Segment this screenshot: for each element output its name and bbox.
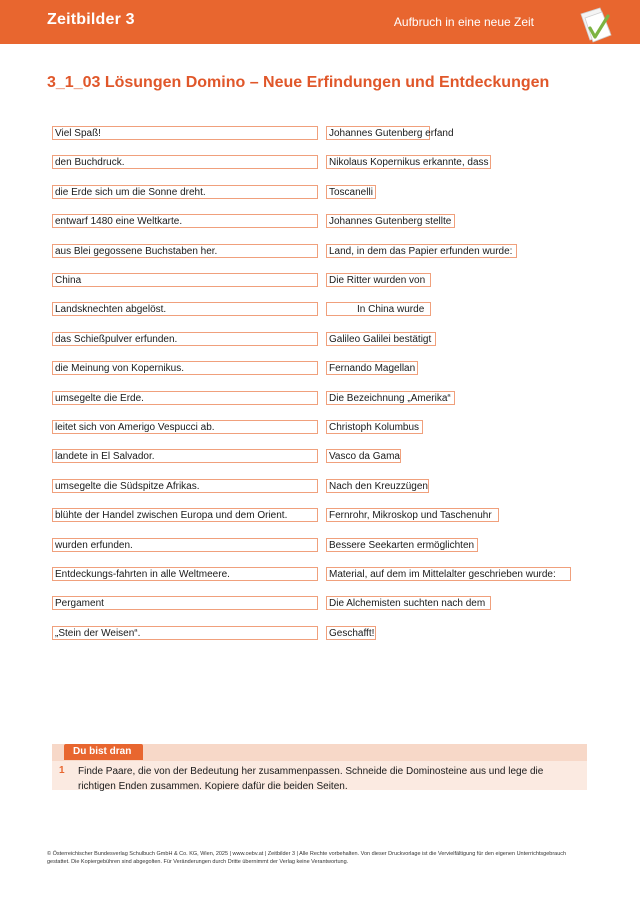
domino-right-half: Nach den Kreuzzügen	[326, 479, 429, 493]
domino-left-half: umsegelte die Erde.	[52, 391, 318, 405]
paper-checkmark-icon	[578, 6, 614, 44]
domino-right-half: Vasco da Gama	[326, 449, 401, 463]
domino-right-half: Die Alchemisten suchten nach dem	[326, 596, 491, 610]
domino-right-half: Material, auf dem im Mittelalter geschrieben wurde:	[326, 567, 571, 581]
domino-right-half: Fernando Magellan	[326, 361, 418, 375]
domino-left-half: blühte der Handel zwischen Europa und dem Orient.	[52, 508, 318, 522]
domino-left-half: Pergament	[52, 596, 318, 610]
domino-right-half: Christoph Kolumbus	[326, 420, 423, 434]
domino-left-half: die Erde sich um die Sonne dreht.	[52, 185, 318, 199]
domino-right-half: Galileo Galilei bestätigt	[326, 332, 436, 346]
task-instructions: Finde Paare, die von der Bedeutung her zusammenpassen. Schneide die Dominosteine aus und lege die richtigen Enden zusammen. Kopiere dafür die beiden Seiten.	[78, 766, 544, 792]
domino-left-half: „Stein der Weisen“.	[52, 626, 318, 640]
domino-left-half: umsegelte die Südspitze Afrikas.	[52, 479, 318, 493]
domino-left-half: wurden erfunden.	[52, 538, 318, 552]
domino-right-half: Fernrohr, Mikroskop und Taschenuhr	[326, 508, 499, 522]
domino-left-half: die Meinung von Kopernikus.	[52, 361, 318, 375]
domino-left-half: Entdeckungs-fahrten in alle Weltmeere.	[52, 567, 318, 581]
page-title: 3_1_03 Lösungen Domino – Neue Erfindungen und Entdeckungen	[47, 74, 550, 91]
domino-left-half: landete in El Salvador.	[52, 449, 318, 463]
domino-right-half: Land, in dem das Papier erfunden wurde:	[326, 244, 517, 258]
domino-right-half: Johannes Gutenberg erfand	[326, 126, 430, 140]
domino-left-half: leitet sich von Amerigo Vespucci ab.	[52, 420, 318, 434]
domino-right-half: Nikolaus Kopernikus erkannte, dass	[326, 155, 491, 169]
domino-left-half: entwarf 1480 eine Weltkarte.	[52, 214, 318, 228]
brand-title: Zeitbilder 3	[47, 11, 135, 28]
page-header	[0, 0, 640, 44]
copyright-footer: © Österreichischer Bundesverlag Schulbuch GmbH & Co. KG, Wien, 2025 | www.oebv.at | Zeitbilder 3 | Alle Rechte vorbehalten. Von dieser Druckvorlage ist die Vervielfältigung für den eigenen Unterrichtsgebrauch gestattet. Die Kopiergebühren sind abgegolten. Für Veränderungen durch Dritte übernimmt der Verlag keine Verantwortung.	[47, 851, 567, 865]
domino-right-half: In China wurde	[326, 302, 431, 316]
domino-right-half: Die Ritter wurden von	[326, 273, 431, 287]
domino-right-half: Geschafft!	[326, 626, 376, 640]
task-tab: Du bist dran	[64, 744, 143, 760]
domino-left-half: China	[52, 273, 318, 287]
domino-left-half: den Buchdruck.	[52, 155, 318, 169]
domino-right-half: Toscanelli	[326, 185, 376, 199]
domino-right-half: Bessere Seekarten ermöglichten	[326, 538, 478, 552]
domino-left-half: Landsknechten abgelöst.	[52, 302, 318, 316]
task-number: 1	[59, 765, 65, 776]
domino-right-half: Die Bezeichnung „Amerika“	[326, 391, 455, 405]
domino-left-half: Viel Spaß!	[52, 126, 318, 140]
domino-left-half: das Schießpulver erfunden.	[52, 332, 318, 346]
header-subtitle: Aufbruch in eine neue Zeit	[393, 15, 534, 29]
domino-left-half: aus Blei gegossene Buchstaben her.	[52, 244, 318, 258]
domino-right-half: Johannes Gutenberg stellte	[326, 214, 455, 228]
